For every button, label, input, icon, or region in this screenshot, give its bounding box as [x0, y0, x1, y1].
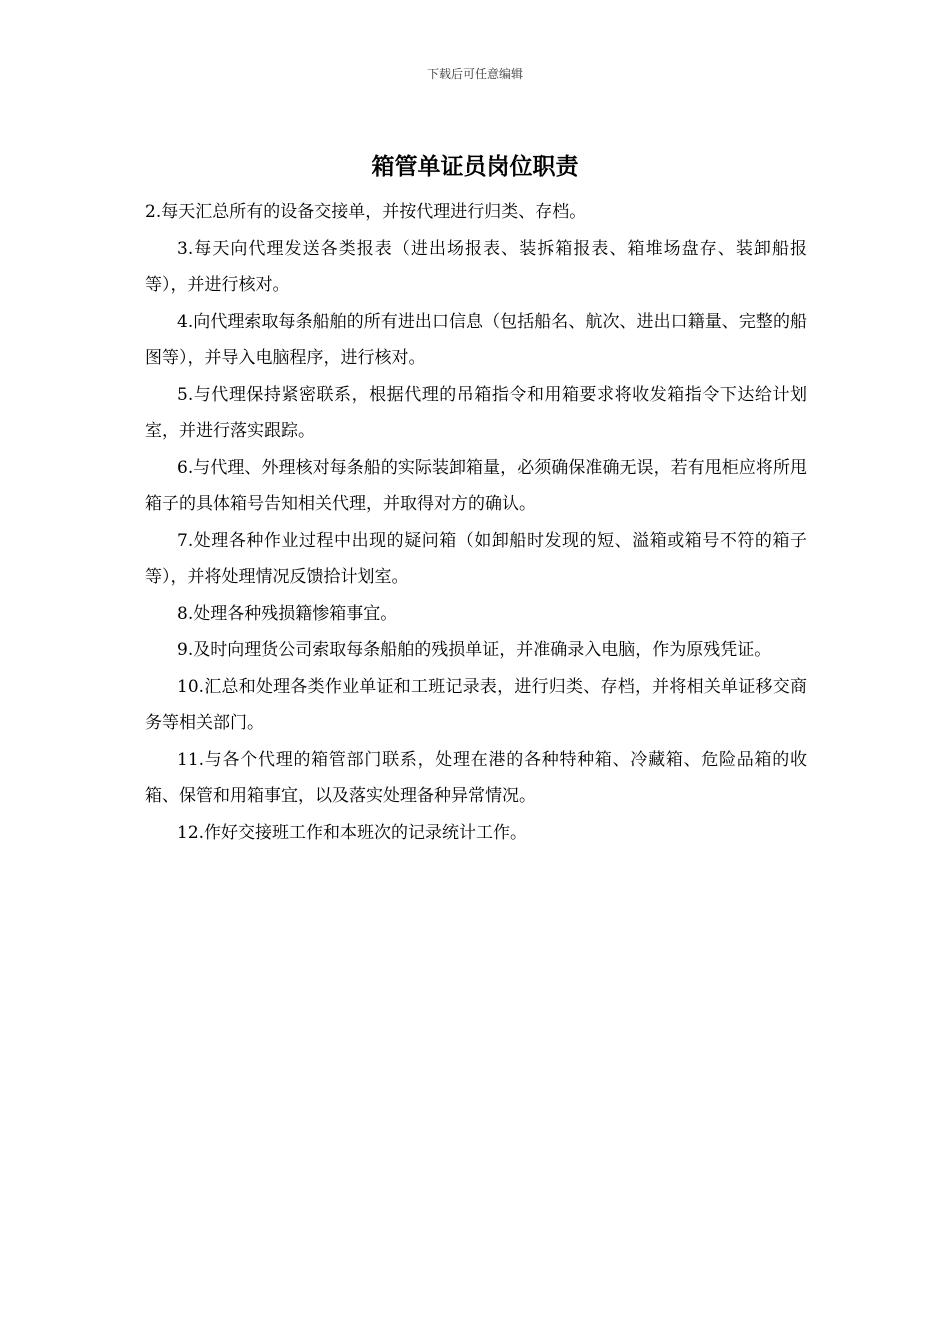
paragraph-item-5: 5.与代理保持紧密联系，根据代理的吊箱指令和用箱要求将收发箱指令下达给计划室，并进行落实跟踪。: [145, 384, 807, 441]
paragraph-item-10: 10.汇总和处理各类作业单证和工班记录表，进行归类、存档，并将相关单证移交商务等相关部门。: [145, 676, 807, 733]
paragraph-item-7: 7.处理各种作业过程中出现的疑问箱（如卸船时发现的短、溢箱或箱号不符的箱子等），并将处理情况反馈拾计划室。: [145, 530, 807, 587]
document-body: [145, 194, 807, 851]
paragraph-item-8: 8.处理各种残损籍惨箱事宜。: [177, 603, 398, 624]
header-note: 下载后可任意编辑: [426, 67, 523, 81]
paragraph-item-3: 3.每天向代理发送各类报表（进出场报表、装拆箱报表、箱堆场盘存、装卸船报等），并进行核对。: [145, 238, 807, 295]
paragraph-item-12: 12.作好交接班工作和本班次的记录统计工作。: [177, 822, 528, 843]
paragraph-item-11: 11.与各个代理的箱管部门联系，处理在港的各种特种箱、冷藏箱、危险品箱的收箱、保管和用箱事宜，以及落实处理备种异常情况。: [145, 749, 807, 806]
paragraph-item-9: 9.及时向理货公司索取每条船舶的残损单证，并准确录入电脑，作为原残凭证。: [177, 640, 772, 660]
paragraph-item-6: 6.与代理、外理核对每条船的实际装卸箱量，必须确保准确无误，若有甩柜应将所甩箱子的具体箱号告知相关代理，并取得对方的确认。: [145, 457, 807, 514]
paragraph-item-4: 4.向代理索取每条船舶的所有进出口信息（包括船名、航次、进出口籍量、完整的船图等），并导入电脑程序，进行核对。: [145, 311, 807, 368]
document-title: 箱管单证员岗位职责: [371, 154, 579, 180]
paragraph-item-2: 2.每天汇总所有的设备交接单，并按代理进行归类、存档。: [145, 202, 587, 222]
